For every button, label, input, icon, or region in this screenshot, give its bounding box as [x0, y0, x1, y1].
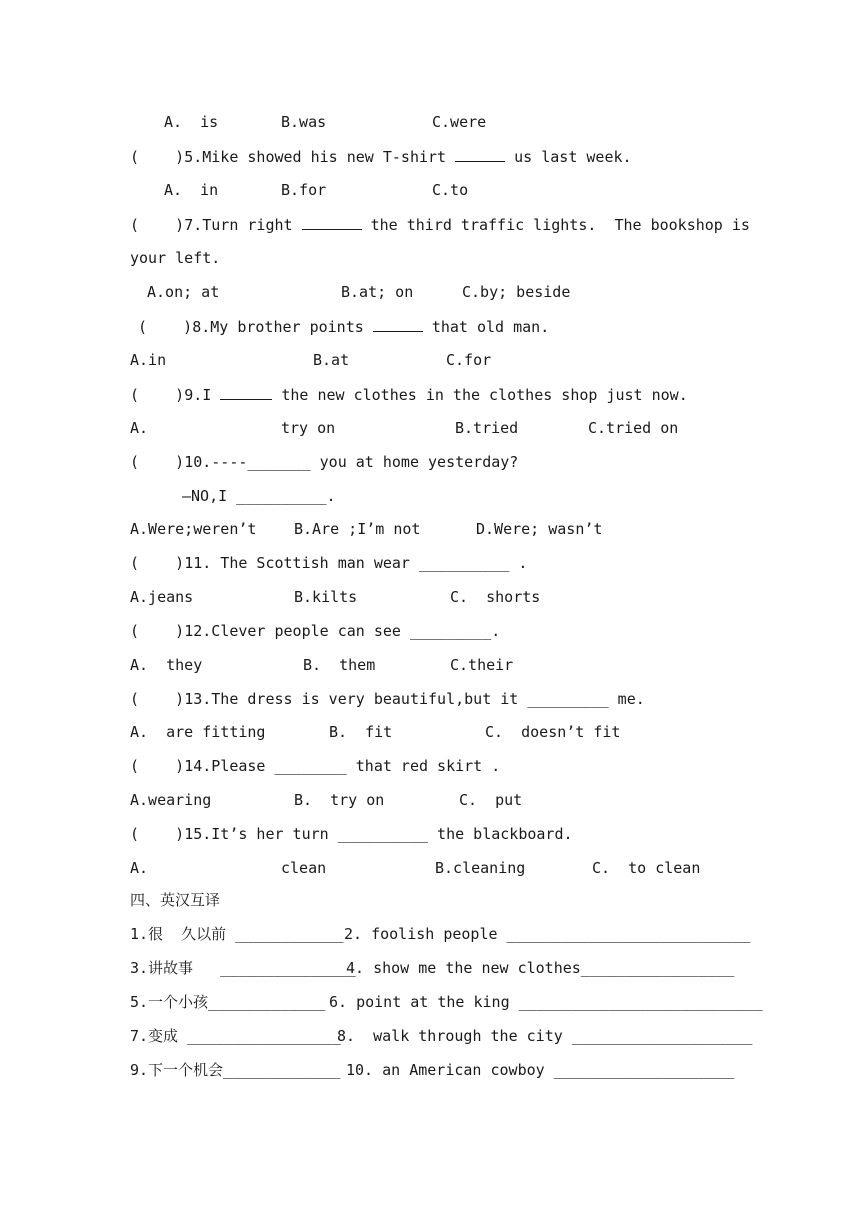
option-c: C. put	[459, 791, 523, 809]
question-10-reply: —NO,I __________.	[182, 487, 336, 505]
option-a: A.on; at	[147, 283, 220, 301]
option-a-text: clean	[281, 859, 327, 877]
translation-item-9[interactable]: 9.下一个机会_____________	[130, 1061, 341, 1079]
option-c: C.for	[446, 351, 492, 369]
translation-item-6[interactable]: 6. point at the king ___________________________	[329, 993, 763, 1011]
option-b: B.was	[281, 113, 327, 131]
question-8: ( )8.My brother points that old man.	[138, 318, 550, 336]
question-10: ( )10.----_______ you at home yesterday?	[130, 453, 519, 471]
answer-paren[interactable]: ( )	[130, 453, 185, 471]
option-c: C.by; beside	[462, 283, 571, 301]
option-a: A. are fitting	[130, 723, 266, 741]
question-5: ( )5.Mike showed his new T-shirt us last week.	[130, 148, 632, 166]
option-b: B. try on	[294, 791, 385, 809]
option-a-text: try on	[281, 419, 336, 437]
translation-item-7[interactable]: 7.变成 _________________	[130, 1027, 341, 1045]
option-a: A.	[130, 419, 149, 437]
option-a: A.in	[130, 351, 167, 369]
answer-paren[interactable]: ( )	[130, 148, 185, 166]
option-a: A.	[130, 859, 149, 877]
option-b: B.at	[313, 351, 350, 369]
option-b: B.tried	[455, 419, 519, 437]
question-12: ( )12.Clever people can see _________.	[130, 622, 501, 640]
option-c: C.were	[432, 113, 487, 131]
option-b: B.for	[281, 181, 327, 199]
answer-paren[interactable]: ( )	[130, 554, 185, 572]
option-b: B.cleaning	[435, 859, 526, 877]
translation-item-1[interactable]: 1.很 久以前 ____________	[130, 925, 344, 943]
translation-item-5[interactable]: 5.一个小孩_____________	[130, 993, 326, 1011]
answer-blank[interactable]	[302, 214, 362, 230]
answer-paren[interactable]: ( )	[130, 386, 185, 404]
answer-paren[interactable]: ( )	[138, 318, 193, 336]
option-b: B. fit	[329, 723, 393, 741]
option-c: C. shorts	[450, 588, 541, 606]
answer-paren[interactable]: ( )	[130, 622, 185, 640]
option-c: C.to	[432, 181, 469, 199]
question-7: ( )7.Turn right the third traffic lights. The bookshop is	[130, 216, 750, 234]
answer-paren[interactable]: ( )	[130, 825, 185, 843]
option-b: B.at; on	[341, 283, 414, 301]
option-c: C.tried on	[588, 419, 679, 437]
answer-blank[interactable]	[220, 384, 272, 400]
question-7-cont: your left.	[130, 249, 221, 267]
option-d: D.Were; wasn’t	[476, 520, 603, 538]
translation-item-8[interactable]: 8. walk through the city ____________________	[337, 1027, 753, 1045]
option-b: B.Are ;I’m not	[294, 520, 421, 538]
option-a: A.jeans	[130, 588, 194, 606]
option-a: A.Were;weren’t	[130, 520, 257, 538]
question-15: ( )15.It’s her turn __________ the blackboard.	[130, 825, 573, 843]
option-c: C.their	[450, 656, 514, 674]
option-a: A. they	[130, 656, 203, 674]
question-13: ( )13.The dress is very beautiful,but it _________ me.	[130, 690, 645, 708]
answer-paren[interactable]: ( )	[130, 216, 185, 234]
question-14: ( )14.Please ________ that red skirt .	[130, 757, 501, 775]
option-a: A. is	[164, 113, 219, 131]
section-title: 四、英汉互译	[130, 891, 221, 909]
answer-blank[interactable]	[455, 146, 505, 162]
answer-paren[interactable]: ( )	[130, 690, 185, 708]
translation-item-4[interactable]: 4. show me the new clothes_________________	[346, 959, 735, 977]
option-c: C. doesn’t fit	[485, 723, 621, 741]
translation-item-3[interactable]: 3.讲故事 _______________	[130, 959, 356, 977]
answer-paren[interactable]: ( )	[130, 757, 185, 775]
option-b: B.kilts	[294, 588, 358, 606]
translation-item-2[interactable]: 2. foolish people ___________________________	[344, 925, 751, 943]
translation-item-10[interactable]: 10. an American cowboy ____________________	[346, 1061, 735, 1079]
option-a: A.wearing	[130, 791, 212, 809]
option-c: C. to clean	[592, 859, 701, 877]
option-b: B. them	[303, 656, 376, 674]
answer-blank[interactable]	[373, 316, 423, 332]
option-a: A. in	[164, 181, 219, 199]
question-11: ( )11. The Scottish man wear __________ .	[130, 554, 528, 572]
question-9: ( )9.I the new clothes in the clothes shop just now.	[130, 386, 688, 404]
